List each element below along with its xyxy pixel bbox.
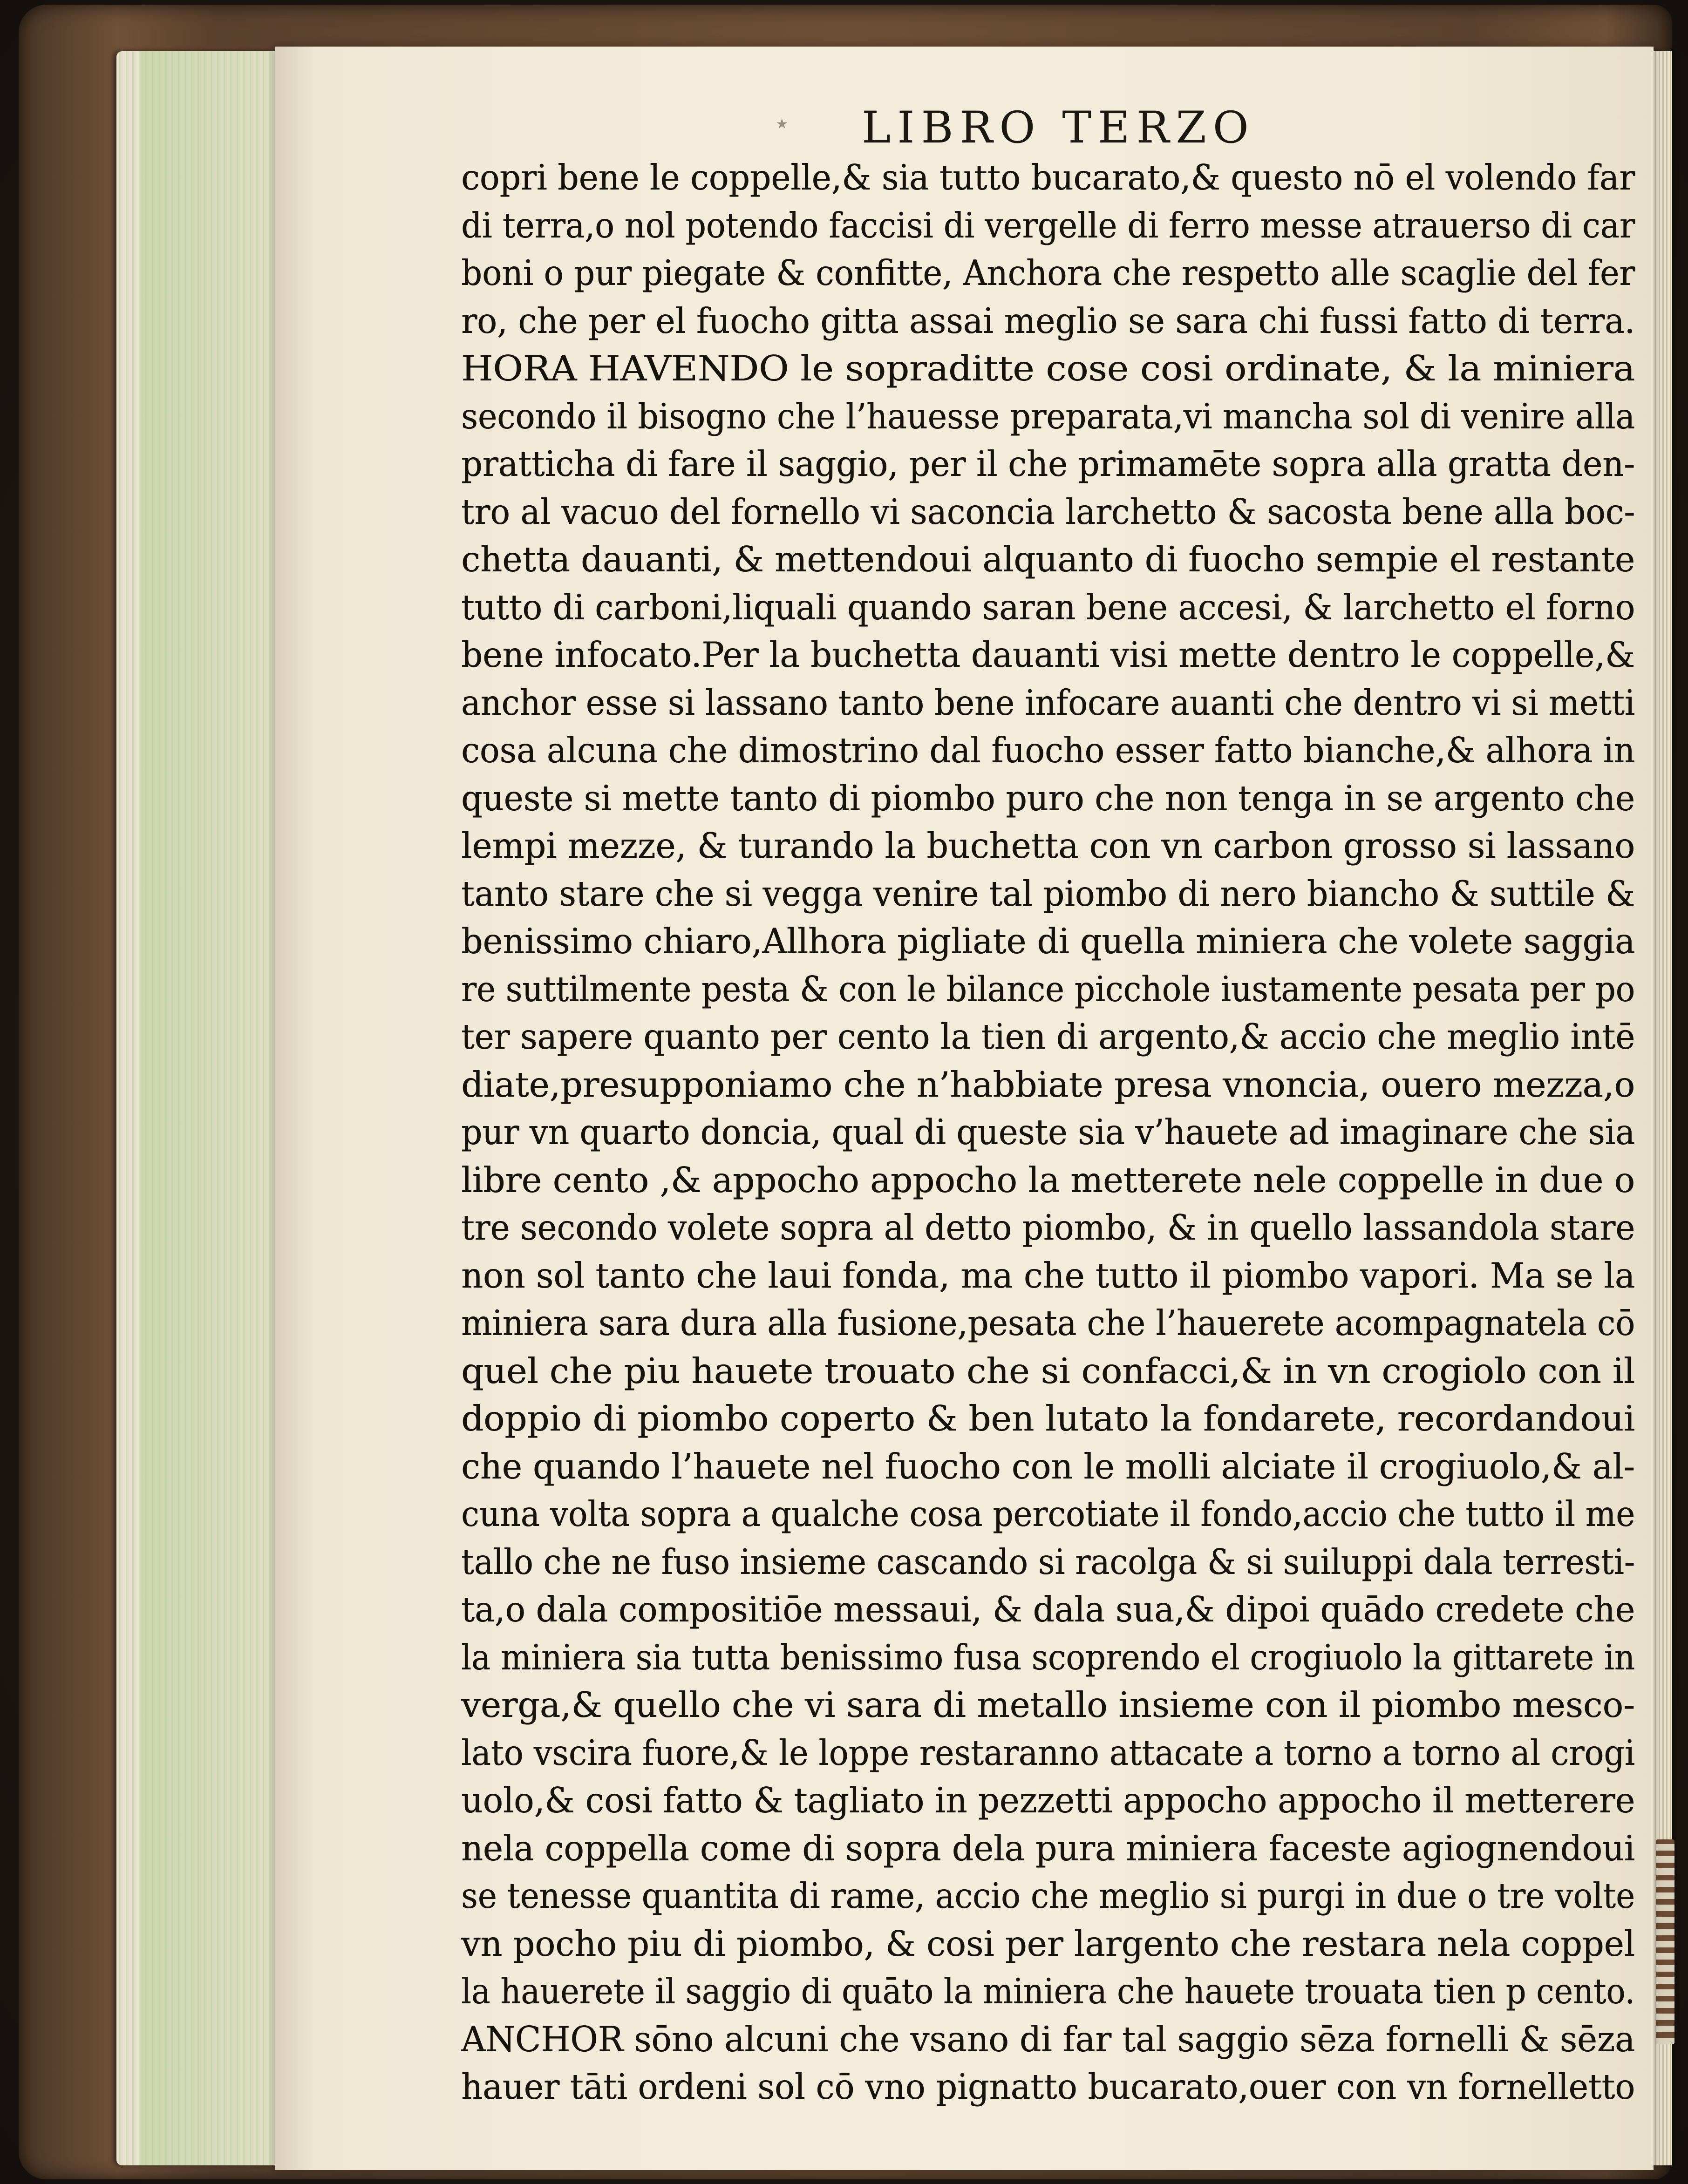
text-line: lempi mezze, & turando la buchetta con vn carbon grosso si lassano [461,825,1635,866]
text-line: bene infocato.Per la buchetta dauanti visi mette dentro le coppelle,& [461,634,1635,675]
text-line: nela coppella come di sopra dela pura miniera faceste agiognendoui [461,1827,1635,1869]
text-line: vn pocho piu di piombo, & cosi per largento che restara nela coppel [461,1923,1635,1964]
text-line: ro, che per el fuocho gitta assai meglio se sara chi fussi fatto di terra. [461,300,1635,341]
text-line: miniera sara dura alla fusione,pesata che l’hauerete acompagnatela cō [461,1302,1635,1343]
text-line: ter sapere quanto per cento la tien di argento,& accio che meglio intē [461,1016,1635,1057]
text-line: pratticha di fare il saggio, per il che primamēte sopra alla gratta den- [461,443,1635,484]
book-page [275,47,1654,2170]
text-line: anchor esse si lassano tanto bene infocare auanti che dentro vi si metti [461,682,1635,723]
text-line: che quando l’hauete nel fuocho con le molli alciate il crogiuolo,& al- [461,1445,1635,1487]
text-line: hauer tāti ordeni sol cō vno pignatto bucarato,ouer con vn fornelletto [461,2066,1635,2107]
text-line: la miniera sia tutta benissimo fusa scoprendo el crogiuolo la gittarete in [461,1636,1635,1678]
text-line: cuna volta sopra a qualche cosa percotiate il fondo,accio che tutto il me [461,1493,1635,1534]
text-line: pur vn quarto doncia, qual di queste sia v’hauete ad imaginare che sia [461,1112,1635,1153]
page-edges-tint [140,51,275,2165]
text-line: di terra,o nol potendo faccisi di vergelle di ferro messe atrauerso di car [461,204,1635,246]
text-line: boni o pur piegate & confitte, Anchora che respetto alle scaglie del fer [461,252,1635,293]
text-line: non sol tanto che laui fonda, ma che tutto il piombo vapori. Ma se la [461,1255,1635,1296]
text-line: verga,& quello che vi sara di metallo insieme con il piombo mesco- [461,1684,1635,1725]
text-line: lato vscira fuore,& le loppe restaranno attacate a torno a torno al crogi [461,1732,1635,1773]
text-line: tanto stare che si vegga venire tal piombo di nero biancho & suttile & [461,873,1635,914]
text-line: ta,o dala compositiōe messaui, & dala sua,& dipoi quādo credete che [461,1589,1635,1630]
ink-mark-icon: ⋆ [773,107,791,140]
text-line: tutto di carboni,liquali quando saran bene accesi, & larchetto el forno [461,586,1635,628]
text-line: la hauerete il saggio di quāto la miniera che hauete trouata tien p cento. [461,1971,1635,2012]
text-line: secondo il bisogno che l’hauesse preparata,vi mancha sol di venire alla [461,395,1635,437]
text-line: HORA HAVENDO le sopraditte cose cosi ordinate, & la miniera [461,348,1635,389]
text-line: cosa alcuna che dimostrino dal fuocho esser fatto bianche,& alhora in [461,730,1635,771]
bookmark-ribbon [1656,1839,1674,2044]
text-line: queste si mette tanto di piombo puro che non tenga in se argento che [461,777,1635,819]
text-line: ANCHOR sōno alcuni che vsano di far tal saggio sēza fornelli & sēza [461,2018,1635,2060]
text-line: diate,presupponiamo che n’habbiate presa vnoncia, ouero mezza,o [461,1064,1635,1105]
text-line: uolo,& cosi fatto & tagliato in pezzetti appocho appocho il metterere [461,1780,1635,1821]
text-line: tro al vacuo del fornello vi saconcia larchetto & sacosta bene alla boc- [461,491,1635,532]
body-text [461,154,1644,2111]
running-head: LIBRO TERZO [862,102,1255,153]
text-line: se tenesse quantita di rame, accio che meglio si purgi in due o tre volte [461,1875,1635,1916]
text-line: libre cento ,& appocho appocho la metterete nele coppelle in due o [461,1159,1635,1201]
text-line: tallo che ne fuso insieme cascando si racolga & si suiluppi dala terresti- [461,1541,1635,1582]
text-line: benissimo chiaro,Allhora pigliate di quella miniera che volete saggia [461,921,1635,962]
text-line: doppio di piombo coperto & ben lutato la fondarete, recordandoui [461,1398,1635,1439]
text-line: re suttilmente pesta & con le bilance picchole iustamente pesata per po [461,968,1635,1010]
text-line: copri bene le coppelle,& sia tutto bucarato,& questo nō el volendo far [461,157,1635,198]
text-line: chetta dauanti, & mettendoui alquanto di fuocho sempie el restante [461,539,1635,580]
text-line: quel che piu hauete trouato che si confacci,& in vn crogiolo con il [461,1350,1635,1391]
text-line: tre secondo volete sopra al detto piombo, & in quello lassandola stare [461,1207,1635,1248]
